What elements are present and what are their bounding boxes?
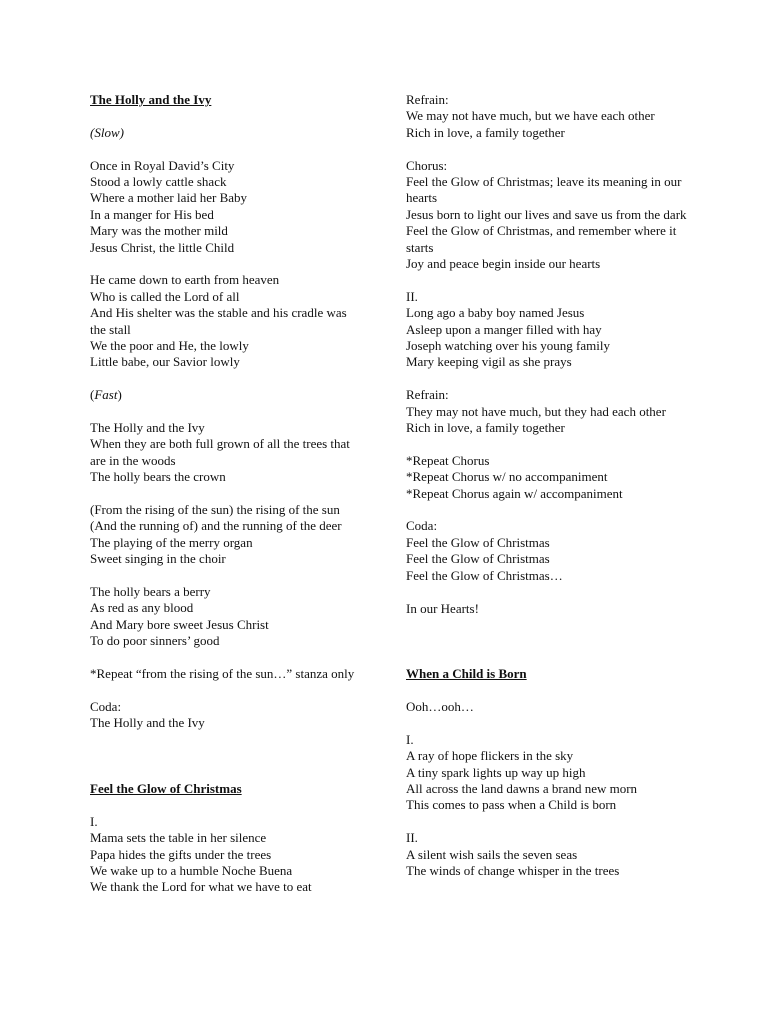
- lyric-line: Papa hides the gifts under the trees: [90, 846, 272, 862]
- verse: [90, 502, 360, 568]
- lyric-line: Where a mother laid her Baby: [90, 190, 248, 206]
- lyric-line: A tiny spark lights up way up high: [406, 764, 586, 780]
- refrain-label: Refrain:: [406, 387, 449, 403]
- lyric-line: Feel the Glow of Christmas: [406, 534, 550, 550]
- lyric-line: Feel the Glow of Christmas…: [406, 567, 563, 583]
- lyric-line: Long ago a baby boy named Jesus: [406, 305, 585, 321]
- lyric-line: A ray of hope flickers in the sky: [406, 748, 574, 764]
- lyric-line: Mary was the mother mild: [90, 223, 228, 239]
- lyric-line: Joy and peace begin inside our hearts: [406, 256, 601, 272]
- repeat-note: *Repeat Chorus w/ no accompaniment: [406, 469, 608, 485]
- lyric-line: Jesus Christ, the little Child: [90, 239, 235, 255]
- lyric-line: This comes to pass when a Child is born: [406, 797, 617, 813]
- lyric-line: The winds of change whisper in the trees: [406, 862, 620, 878]
- lyric-line: The holly bears the crown: [90, 469, 226, 485]
- section-label: I.: [90, 813, 98, 829]
- repeat-note: *Repeat Chorus again w/ accompaniment: [406, 485, 623, 501]
- lyric-line: Jesus born to light our lives and save us from the dark: [406, 206, 687, 222]
- lyric-line: Sweet singing in the choir: [90, 551, 226, 567]
- song-title: The Holly and the Ivy: [90, 92, 212, 107]
- verse: [90, 830, 360, 896]
- tempo-marker: (Fast): [90, 387, 122, 403]
- verse: [90, 584, 360, 650]
- lyric-line: The holly bears a berry: [90, 584, 211, 600]
- coda-label: Coda:: [406, 518, 438, 534]
- lyric-line: In a manger for His bed: [90, 206, 214, 222]
- coda-label: Coda:: [90, 698, 122, 714]
- section-label: I.: [406, 731, 414, 747]
- lyric-line: The playing of the merry organ: [90, 534, 253, 550]
- lyric-line: The Holly and the Ivy: [90, 420, 205, 436]
- right-column: [406, 92, 696, 879]
- lyric-line: And His shelter was the stable and his cradle was the stall: [90, 305, 347, 337]
- lyric-line: Feel the Glow of Christmas; leave its meaning in our hearts: [406, 174, 682, 206]
- closing-line: In our Hearts!: [406, 600, 479, 616]
- repeat-note: *Repeat Chorus: [406, 452, 490, 468]
- lyric-line: All across the land dawns a brand new morn: [406, 780, 638, 796]
- lyric-line: We thank the Lord for what we have to eat: [90, 879, 312, 895]
- refrain-label: Refrain:: [406, 92, 449, 107]
- lyric-line: Who is called the Lord of all: [90, 288, 240, 304]
- lyric-line: Asleep upon a manger filled with hay: [406, 321, 602, 337]
- lyric-line: Mary keeping vigil as she prays: [406, 354, 572, 370]
- lyric-line: Feel the Glow of Christmas, and remember where it starts: [406, 223, 677, 255]
- lyric-line: The Holly and the Ivy: [90, 715, 205, 731]
- lyric-line: Feel the Glow of Christmas: [406, 551, 550, 567]
- verse: [90, 272, 360, 370]
- verse: [90, 158, 360, 256]
- lyric-line: We the poor and He, the lowly: [90, 338, 249, 354]
- lyric-line: (And the running of) and the running of the deer: [90, 518, 342, 534]
- lyric-line: Rich in love, a family together: [406, 420, 565, 436]
- lyric-line: A silent wish sails the seven seas: [406, 846, 578, 862]
- song-title: When a Child is Born: [406, 666, 527, 682]
- lyric-line: Joseph watching over his young family: [406, 338, 610, 354]
- section-label: II.: [406, 830, 418, 846]
- lyric-line: Stood a lowly cattle shack: [90, 174, 227, 189]
- song-title: Feel the Glow of Christmas: [90, 780, 242, 796]
- lyric-line: Once in Royal David’s City: [90, 157, 235, 173]
- left-column: [90, 92, 360, 896]
- verse: [90, 420, 360, 486]
- lyric-line: As red as any blood: [90, 600, 194, 616]
- lyric-line: We wake up to a humble Noche Buena: [90, 862, 293, 878]
- tempo-marker: (Slow): [90, 124, 124, 140]
- chorus-label: Chorus:: [406, 157, 448, 173]
- lyric-line: He came down to earth from heaven: [90, 272, 280, 288]
- lyric-line: Mama sets the table in her silence: [90, 830, 267, 846]
- lyric-line: Rich in love, a family together: [406, 124, 565, 140]
- lyric-line: They may not have much, but they had each other: [406, 403, 666, 419]
- lyric-line: (From the rising of the sun) the rising of the sun: [90, 502, 340, 518]
- repeat-note: *Repeat “from the rising of the sun…” stanza only: [90, 666, 355, 682]
- intro-line: Ooh…ooh…: [406, 698, 474, 714]
- lyric-line: Little babe, our Savior lowly: [90, 354, 240, 370]
- lyric-line: And Mary bore sweet Jesus Christ: [90, 616, 269, 632]
- section-label: II.: [406, 288, 418, 304]
- lyric-line: When they are both full grown of all the trees that are in the woods: [90, 436, 350, 468]
- lyric-line: We may not have much, but we have each other: [406, 108, 655, 124]
- lyric-line: To do poor sinners’ good: [90, 633, 220, 649]
